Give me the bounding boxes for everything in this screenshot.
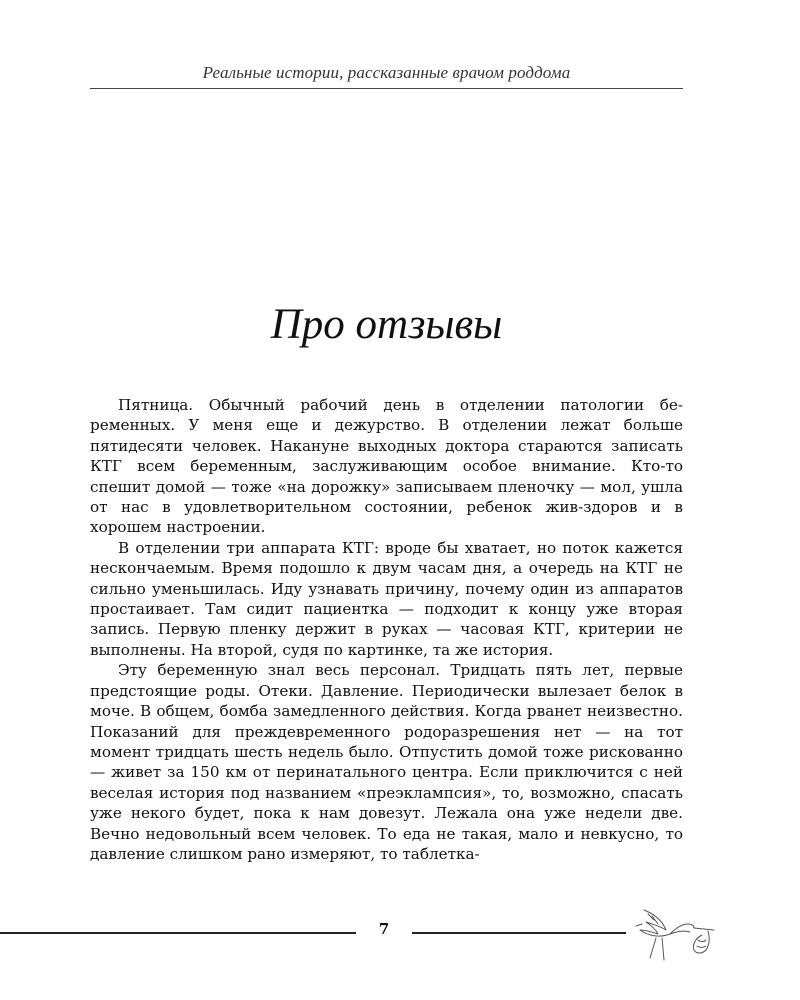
page-number: 7 — [378, 920, 390, 938]
stork-icon — [624, 900, 720, 970]
footer-rule-left — [0, 932, 356, 934]
paragraph-2: В отделении три аппарата КТГ: вроде бы хватает, но поток кажется нескончаемым. Время подошло к двум часам дня, а очередь на КТГ не сильно уменьшилась. Иду узнавать причину, почему один из аппаратов простаивает. Там сидит пациентка — подходит к концу уже вторая запись. Первую пленку держит в руках — часовая КТГ, критерии не выполнены. На второй, судя по картинке, та же история. — [90, 538, 683, 659]
chapter-body — [90, 395, 683, 864]
paragraph-1: Пятница. Обычный рабочий день в отделении патологии беременных. У меня еще и дежурство. В отделении лежат больше пятидесяти человек. Накануне выходных доктора стараются записать КТГ всем беременным, заслуживающим особое внимание. Кто-то спешит домой — тоже «на дорожку» записываем пленочку — мол, ушла от нас в удовлетворительном состоянии, ребенок жив-здоров и в хорошем настроении. — [90, 396, 683, 537]
footer-rule-right — [412, 932, 626, 934]
header-rule — [90, 88, 683, 89]
paragraph-3: Эту беременную знал весь персонал. Тридцать пять лет, первые предстоящие роды. Отеки. Давление. Периодически вылезает белок в моче. В общем, бомба замедленного действия. Когда рванет неизвестно. Показаний для преждевременного родоразрешения нет — на тот момент тридцать шесть недель было. Отпустить домой тоже рискованно — живет за 150 км от перинатального центра. Если приключится с ней веселая история под названием «преэклампсия», то, возможно, спасать уже некого будет, пока к нам довезут. Лежала она уже недели две. Вечно недовольный всем человек. То еда не такая, мало и невкусно, то давление слишком рано измеряют, то таблетка- — [90, 661, 683, 863]
chapter-title: Про отзывы — [270, 301, 503, 348]
running-header: Реальные истории, рассказанные врачом роддома — [202, 63, 571, 82]
